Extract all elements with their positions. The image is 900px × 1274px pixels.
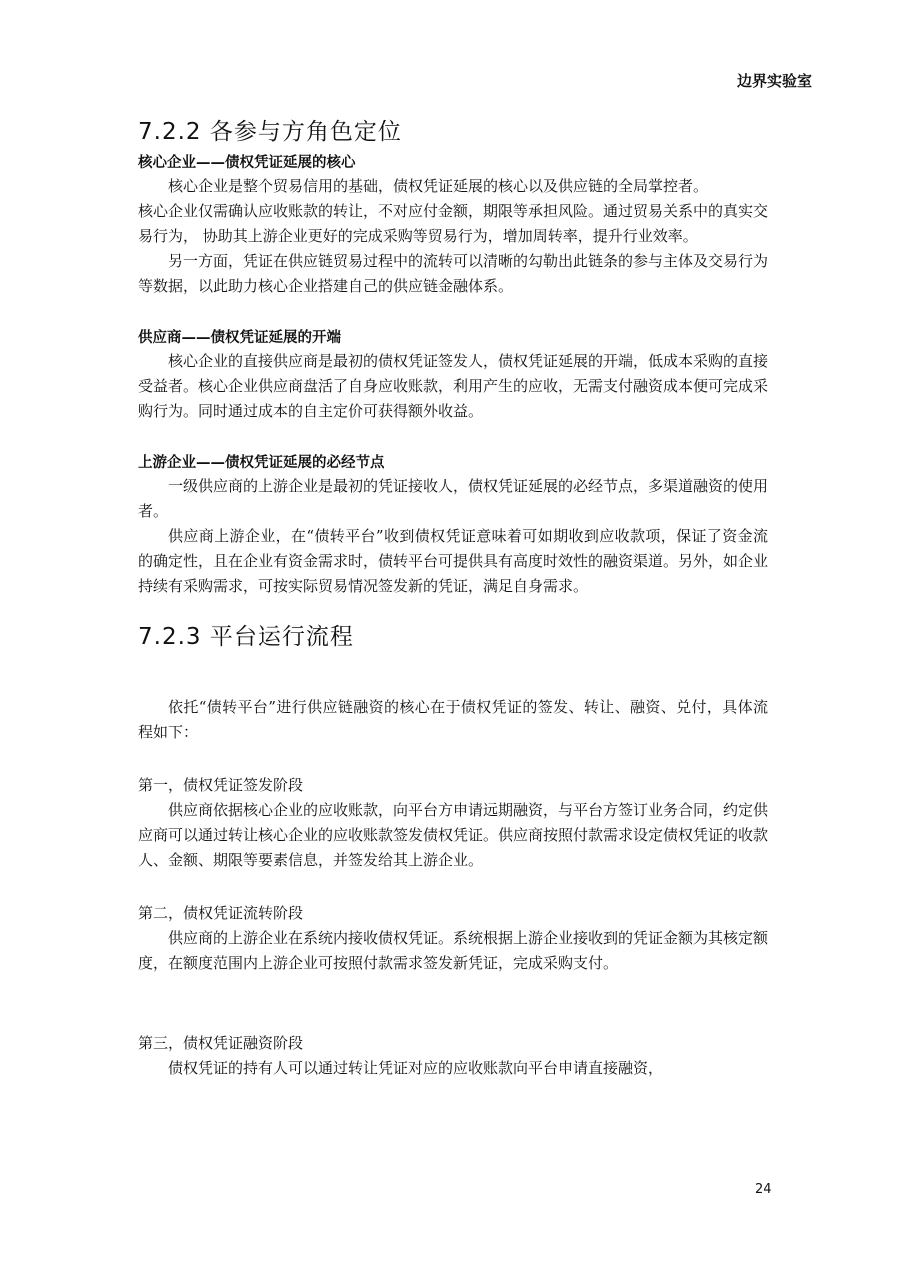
stage-text: 债权凭证的持有人可以通过转让凭证对应的应收账款向平台申请直接融资， [168, 1059, 664, 1077]
paragraph: 供应商上游企业，在“债转平台”收到债权凭证意味着可如期收到应收款项，保证了资金流的确定性，且在企业有资金需求时，债转平台可提供具有高度时效性的融资渠道。另外，如企业持续有采购需求，可按实际贸易情况签发新的凭证，满足自身需求。 [138, 527, 769, 595]
role-block-supplier [138, 327, 768, 424]
subheading-upstream: 上游企业——债权凭证延展的必经节点 [138, 455, 385, 471]
page-content [138, 112, 768, 1081]
stage-financing [138, 1031, 768, 1081]
stage-issue [138, 773, 768, 873]
role-block-core [138, 152, 768, 299]
stage-heading: 第二，债权凭证流转阶段 [138, 904, 304, 922]
stage-text: 供应商的上游企业在系统内接收债权凭证。系统根据上游企业接收到的凭证金额为其核定额度，在额度范围内上游企业可按照付款需求签发新凭证，完成采购支付。 [138, 929, 769, 972]
paragraph: 一级供应商的上游企业是最初的凭证接收人，债权凭证延展的必经节点，多渠道融资的使用者。 [138, 477, 769, 520]
page-number: 24 [755, 1182, 772, 1197]
stage-heading: 第三，债权凭证融资阶段 [138, 1034, 304, 1052]
brand-logo: 边界实验室 [736, 72, 812, 90]
section-title-process: 7.2.3 平台运行流程 [138, 624, 354, 650]
section-title-roles: 7.2.2 各参与方角色定位 [138, 119, 402, 145]
process-intro: 依托“债转平台”进行供应链融资的核心在于债权凭证的签发、转让、融资、兑付，具体流程如下： [138, 698, 768, 741]
subheading-core: 核心企业——债权凭证延展的核心 [138, 155, 356, 171]
stage-text: 供应商依据核心企业的应收账款，向平台方申请远期融资，与平台方签订业务合同，约定供应商可以通过转让核心企业的应收账款签发债权凭证。供应商按照付款需求设定债权凭证的收款人、金额、期限等要素信息，并签发给其上游企业。 [138, 801, 769, 869]
role-block-upstream [138, 452, 768, 599]
stage-transfer [138, 901, 768, 976]
paragraph: 核心企业仅需确认应收账款的转让，不对应付金额，期限等承担风险。通过贸易关系中的真实交易行为， 协助其上游企业更好的完成采购等贸易行为，增加周转率，提升行业效率。 [138, 202, 769, 245]
paragraph: 核心企业是整个贸易信用的基础，债权凭证延展的核心以及供应链的全局掌控者。 [168, 177, 709, 195]
paragraph: 另一方面，凭证在供应链贸易过程中的流转可以清晰的勾勒出此链条的参与主体及交易行为等数据，以此助力核心企业搭建自己的供应链金融体系。 [138, 252, 769, 295]
subheading-supplier: 供应商——债权凭证延展的开端 [138, 330, 341, 346]
paragraph: 核心企业的直接供应商是最初的债权凭证签发人，债权凭证延展的开端，低成本采购的直接受益者。核心企业供应商盘活了自身应收账款，利用产生的应收，无需支付融资成本便可完成采购行为。同时通过成本的自主定价可获得额外收益。 [138, 352, 769, 420]
stage-heading: 第一，债权凭证签发阶段 [138, 776, 304, 794]
